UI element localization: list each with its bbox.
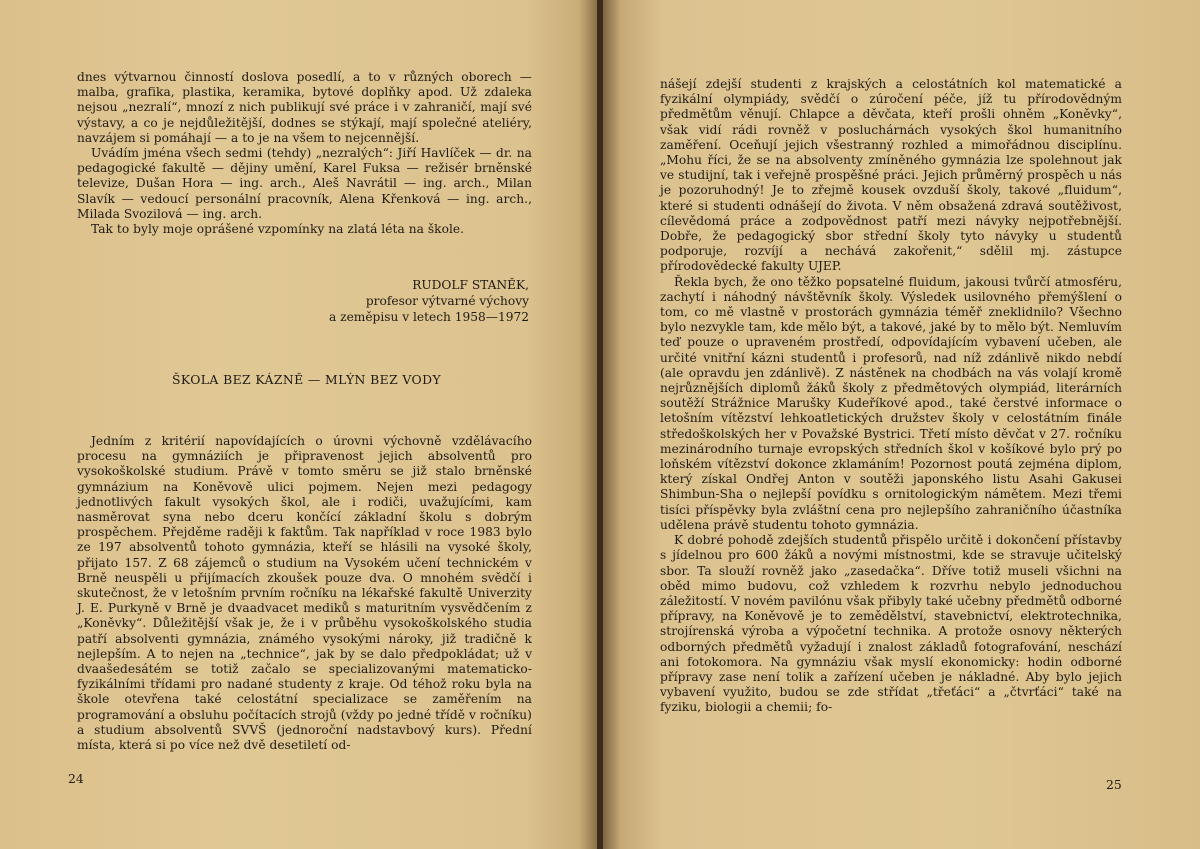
page-number-left: 24 bbox=[68, 771, 84, 786]
author-tenure: a zeměpisu v letech 1958—1972 bbox=[329, 310, 529, 324]
left-page bbox=[0, 0, 597, 849]
left-paragraph-2: Uvádím jména všech sedmi (tehdy) „nezralých“: Jiří Havlíček — dr. na pedagogické fakultě — dějiny umění, Karel Fuksa — režisér brněnské televize, Dušan Hora — ing. arch., Aleš Navrátil — ing. arch., Milan Slavík — vedoucí personální pracovník, Alena Křenková — ing. arch., Milada Svozilová — ing. arch. bbox=[77, 146, 532, 221]
left-paragraph-1: dnes výtvarnou činností doslova posedlí, a to v různých oborech — malba, grafika, plastika, keramika, bytové doplňky apod. Už zdaleka nejsou „nezralí“, mnozí z nich publikují své práce i v zahraničí, mají své výstavy, a co je nejdůležitější, dodnes se stýkají, mají společné ateliéry, navzájem si pomáhají — a to je na všem to nejcennější. bbox=[77, 70, 532, 145]
left-text-bottom bbox=[77, 434, 532, 753]
page-number-right: 25 bbox=[1106, 777, 1122, 792]
left-text-top bbox=[77, 70, 532, 237]
left-paragraph-3: Tak to byly moje oprášené vzpomínky na zlatá léta na škole. bbox=[91, 222, 465, 237]
right-paragraph-3: K dobré pohodě zdejších studentů přispělo určitě i dokončení přístavby s jídelnou pro 600 žáků a novými místnostmi, kde se stravuje učitelský sbor. Ta slouží rovněž jako „zasedačka“. Dříve totiž museli všichni na oběd mimo budovu, což vzhledem k rozvrhu nebylo jednoduchou záležitostí. V novém pavilónu však přibyly také učebny předmětů odborné přípravy, na Koněvově je to zemědělství, stavebnictví, elektrotechnika, strojírenská výroba a výpočetní technika. A protože osnovy některých odborných předmětů vyžadují i znalost základů fotografování, neschází ani fotokomora. Na gymnáziu však myslí ekonomicky: hodin odborné přípravy zase není tolik a zařízení učeben je nákladné. Aby bylo jejich vybavení využito, budou se zde střídat „třeťáci“ a „čtvrťáci“ také na fyziku, biologii a chemii; fo- bbox=[660, 533, 1122, 715]
left-paragraph-4: Jedním z kritérií napovídajících o úrovni výchovně vzdělávacího procesu na gymnáziích je připravenost jejich absolventů pro vysokoškolské studium. Právě v tomto směru se již stalo brněnské gymnázium na Koněvově ulici pojmem. Nejen mezi pedagogy jednotlivých fakult vysokých škol, ale i rodiči, uvažujícími, kam nasměrovat syna nebo dceru končící základní školu s dobrým prospěchem. Přejděme raději k faktům. Tak například v roce 1983 bylo ze 197 absolventů tohoto gymnázia, kteří se hlásili na vysoké školy, přijato 157. Z 68 zájemců o studium na Vysokém učení technickém v Brně neuspěli u přijímacích zkoušek pouze dva. O mnohém svědčí i skutečnost, že v letošním prvním ročníku na lékařské fakultě Univerzity J. E. Purkyně v Brně je dvaadvacet mediků s maturitním vysvědčením z „Koněvky“. Důležitější však je, že i v průběhu vysokoškolského studia patří absolventi gymnázia, známého vysokými nároky, již tradičně k nejlepším. A to nejen na „technice“, jak by se dalo předpokládat; už v dvaašedesátém se totiž začalo se specializovanými matematicko-fyzikálními třídami pro nadané studenty z kraje. Od téhož roku byla na škole otevřena také celostátní specializace se zaměřením na programování a obsluhu počítacích strojů (vždy po jedné třídě v ročníku) a studium absolventů SVVŠ (jednoroční nadstavbový kurs). Přední místa, která si po více než dvě desetiletí od- bbox=[77, 434, 532, 753]
author-role: profesor výtvarné výchovy bbox=[365, 294, 529, 308]
right-paragraph-2: Řekla bych, že ono těžko popsatelné fluidum, jakousi tvůrčí atmosféru, zachytí i náhodný návštěvník školy. Výsledek usilovného přemýšlení o tom, co mě vlastně v prostorách gymnázia téměř zneklidnilo? Všechno bylo nezvykle tam, kde mělo být, a takové, jaké by to mělo být. Nemluvím teď pouze o upraveném prostředí, odpovídajícím vybavení učeben, ale určité vnitřní kázni studentů i profesorů, nad níž zdánlivě nikdo nebdí (ale opravdu jen zdánlivě). Z nástěnek na chodbách na vás volají kromě nejrůznějších diplomů žáků školy z předmětových olympiád, literárních soutěží Strážnice Marušky Kudeříkové apod., také čerstvé informace o letošním vítězství lehkoatletických družstev školy v celostátním finále středoškolských her v Považské Bystrici. Třetí místo děvčat v 27. ročníku mezinárodního turnaje evropských středních škol v košíkové bylo prý po loňském vítězství dokonce zklamáním! Pozornost poutá zejména diplom, který získal Ondřej Anton v soutěži japonského listu Asahi Gakusei Shimbun-Sha o nejlepší povídku s ornitologickým námětem. Mezi třemi tisíci příspěvky byla zvláštní cena pro nejlepšího zahraničního účastníka udělena právě studentu tohoto gymnázia. bbox=[660, 274, 1122, 532]
right-text bbox=[660, 77, 1122, 716]
author-signature bbox=[329, 277, 529, 325]
section-heading: ŠKOLA BEZ KÁZNĚ — MLÝN BEZ VODY bbox=[172, 372, 442, 387]
author-name: RUDOLF STANĚK, bbox=[412, 278, 529, 292]
right-paragraph-1: nášejí zdejší studenti z krajských a celostátních kol matematické a fyzikální olympiády, svědčí o zúročení péče, jíž tu přírodovědným předmětům věnují. Chlapce a děvčata, kteří prošli ohněm „Koněvky“, však vidí rádi rovněž v posluchárnách vysokých škol humanitního zaměření. Oceňují jejich všestranný rozhled a mimořádnou disciplínu. „Mohu říci, že se na absolventy zmíněného gymnázia lze spolehnout jak ve studijní, tak i veřejně prospěšné práci. Jejich průměrný prospěch u nás je pozoruhodný! Je to zřejmě kousek ovzduší školy, takové „fluidum“, které si studenti odnášejí do života. V něm obsažená zdravá soutěživost, cílevědomá práce a zodpovědnost patří mezi návyky nejpotřebnější. Dobře, že pedagogický sbor střední školy tyto návyky u studentů podporuje, rozvíjí a nechává zakořenit,“ sdělil mj. zástupce přírodovědecké fakulty UJEP. bbox=[660, 77, 1122, 274]
right-page bbox=[603, 0, 1200, 849]
